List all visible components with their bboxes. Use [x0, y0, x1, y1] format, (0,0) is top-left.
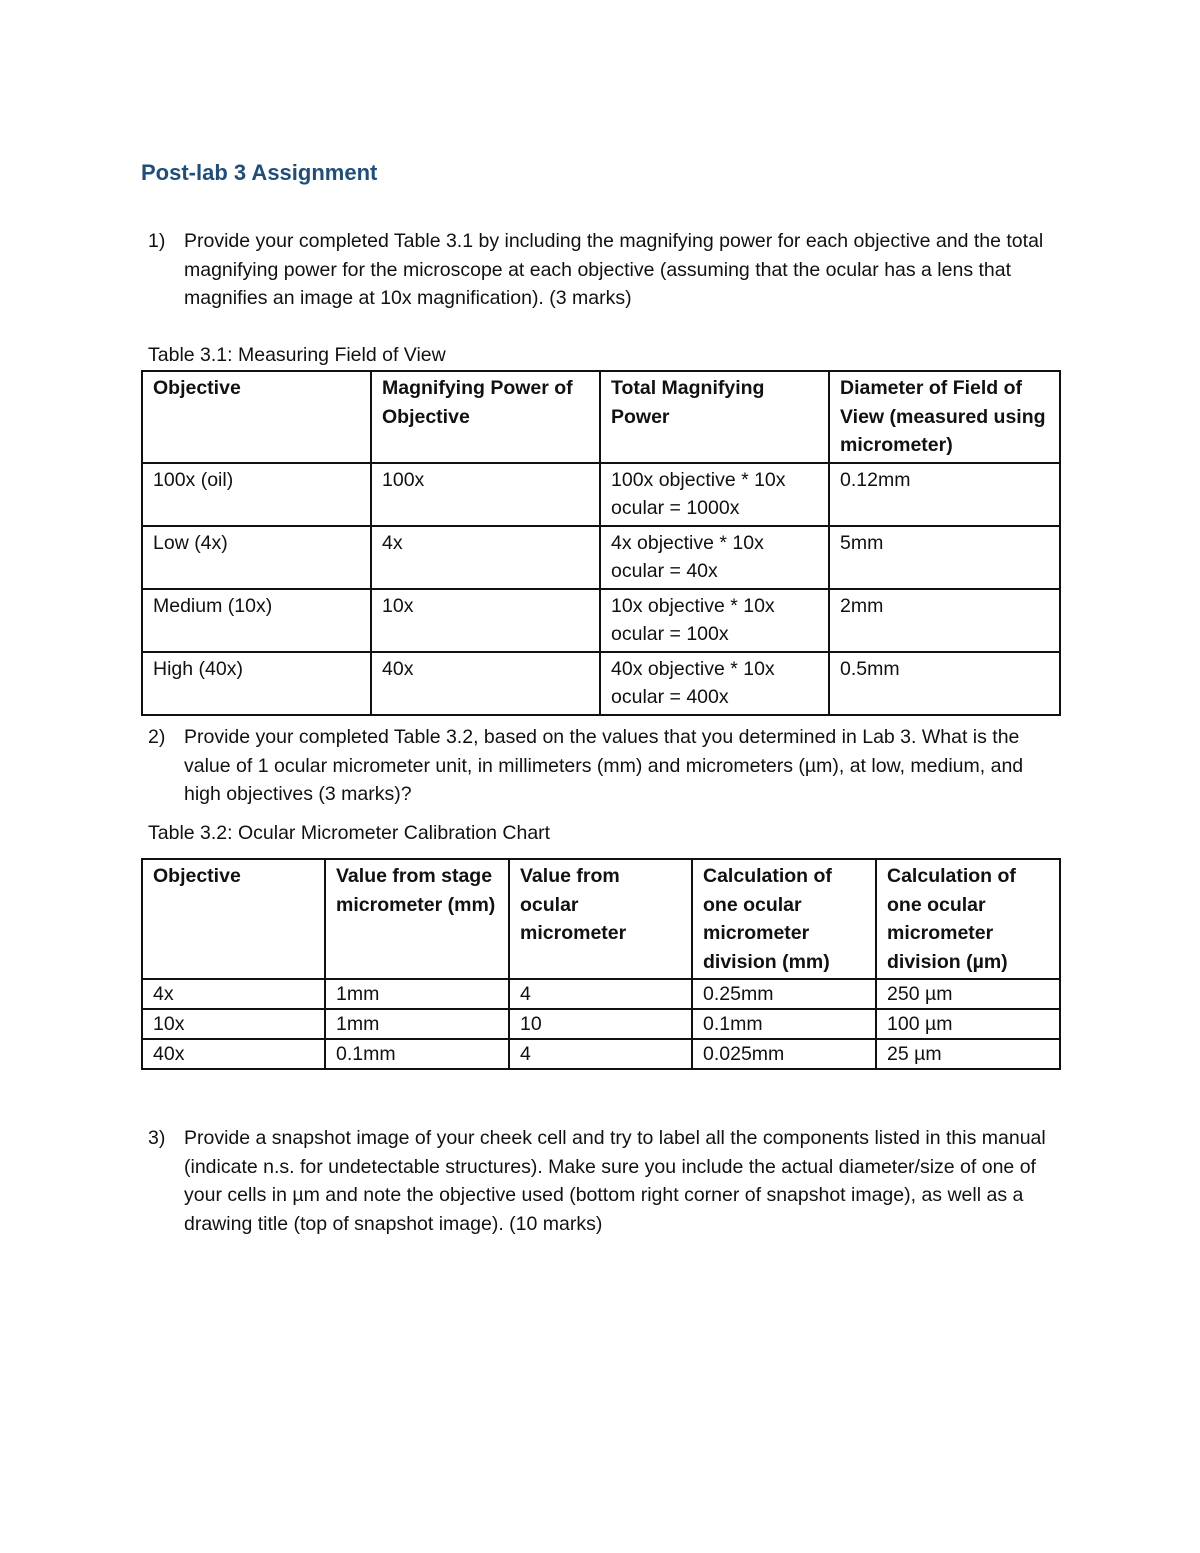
question-number: 1) — [148, 230, 166, 252]
question-text: Provide your completed Table 3.2, based on the values that you determined in Lab 3. What is the value of 1 ocular micrometer unit, in millimeters (mm) and micrometers (µm), at low, medium, and high objectives (3 marks)? — [184, 726, 1024, 805]
table-cell: 0.1mm — [692, 1009, 876, 1039]
table-cell: 4 — [509, 979, 692, 1009]
question-3 — [148, 1124, 1058, 1238]
header-cell: Calculation of one ocular micrometer division (mm) — [692, 859, 876, 979]
table-cell: 2mm — [829, 589, 1060, 652]
question-text: Provide a snapshot image of your cheek cell and try to label all the components listed in this manual (indicate n.s. for undetectable structures). Make sure you include the actual diameter/size of one of your cells in µm and note the objective used (bottom right corner of snapshot image), as well as a drawing title (top of snapshot image). (10 marks) — [184, 1127, 1046, 1235]
question-number: 2) — [148, 726, 166, 748]
table-cell: 100x — [371, 463, 600, 526]
table-row — [142, 463, 1060, 526]
table-row — [142, 652, 1060, 715]
table-caption: Table 3.1: Measuring Field of View — [148, 344, 446, 366]
table-cell: 4x — [371, 526, 600, 589]
question-number: 3) — [148, 1127, 166, 1149]
header-cell: Calculation of one ocular micrometer division (µm) — [876, 859, 1060, 979]
table-cell: 40x — [371, 652, 600, 715]
table-cell: 1mm — [325, 1009, 509, 1039]
table-cell: 1mm — [325, 979, 509, 1009]
table-row — [142, 1009, 1060, 1039]
table-header-row — [142, 859, 1060, 979]
table-cell: 40x — [142, 1039, 325, 1069]
table-cell: 25 µm — [876, 1039, 1060, 1069]
header-cell: Value from stage micrometer (mm) — [325, 859, 509, 979]
field-of-view-table — [141, 370, 1061, 716]
table-cell: 0.5mm — [829, 652, 1060, 715]
header-cell: Value from ocular micrometer — [509, 859, 692, 979]
table-cell: Medium (10x) — [142, 589, 371, 652]
header-cell: Total Magnifying Power — [600, 371, 829, 463]
question-1 — [148, 227, 1058, 313]
header-cell: Objective — [142, 371, 371, 463]
table-row — [142, 1039, 1060, 1069]
table-header-row — [142, 371, 1060, 463]
question-2 — [148, 723, 1058, 809]
table-cell: 250 µm — [876, 979, 1060, 1009]
micrometer-calibration-table — [141, 858, 1061, 1070]
table-cell: 4x objective * 10x ocular = 40x — [600, 526, 829, 589]
table-cell: 0.12mm — [829, 463, 1060, 526]
page-title: Post-lab 3 Assignment — [141, 160, 378, 185]
table-cell: 40x objective * 10x ocular = 400x — [600, 652, 829, 715]
header-cell: Diameter of Field of View (measured using micrometer) — [829, 371, 1060, 463]
table-cell: 100x objective * 10x ocular = 1000x — [600, 463, 829, 526]
table-cell: 10x — [371, 589, 600, 652]
table-cell: 0.025mm — [692, 1039, 876, 1069]
header-cell: Objective — [142, 859, 325, 979]
table-cell: High (40x) — [142, 652, 371, 715]
table-cell: Low (4x) — [142, 526, 371, 589]
table-cell: 4x — [142, 979, 325, 1009]
table-row — [142, 526, 1060, 589]
table-row — [142, 979, 1060, 1009]
table-cell: 4 — [509, 1039, 692, 1069]
table-cell: 5mm — [829, 526, 1060, 589]
table-cell: 10x objective * 10x ocular = 100x — [600, 589, 829, 652]
table-cell: 100 µm — [876, 1009, 1060, 1039]
table-cell: 0.25mm — [692, 979, 876, 1009]
question-text: Provide your completed Table 3.1 by including the magnifying power for each objective and the total magnifying power for the microscope at each objective (assuming that the ocular has a lens that magnifies an image at 10x magnification). (3 marks) — [184, 230, 1044, 309]
table-cell: 10x — [142, 1009, 325, 1039]
table-cell: 100x (oil) — [142, 463, 371, 526]
table-row — [142, 589, 1060, 652]
header-cell: Magnifying Power of Objective — [371, 371, 600, 463]
table-caption: Table 3.2: Ocular Micrometer Calibration Chart — [148, 822, 551, 844]
table-cell: 0.1mm — [325, 1039, 509, 1069]
table-cell: 10 — [509, 1009, 692, 1039]
